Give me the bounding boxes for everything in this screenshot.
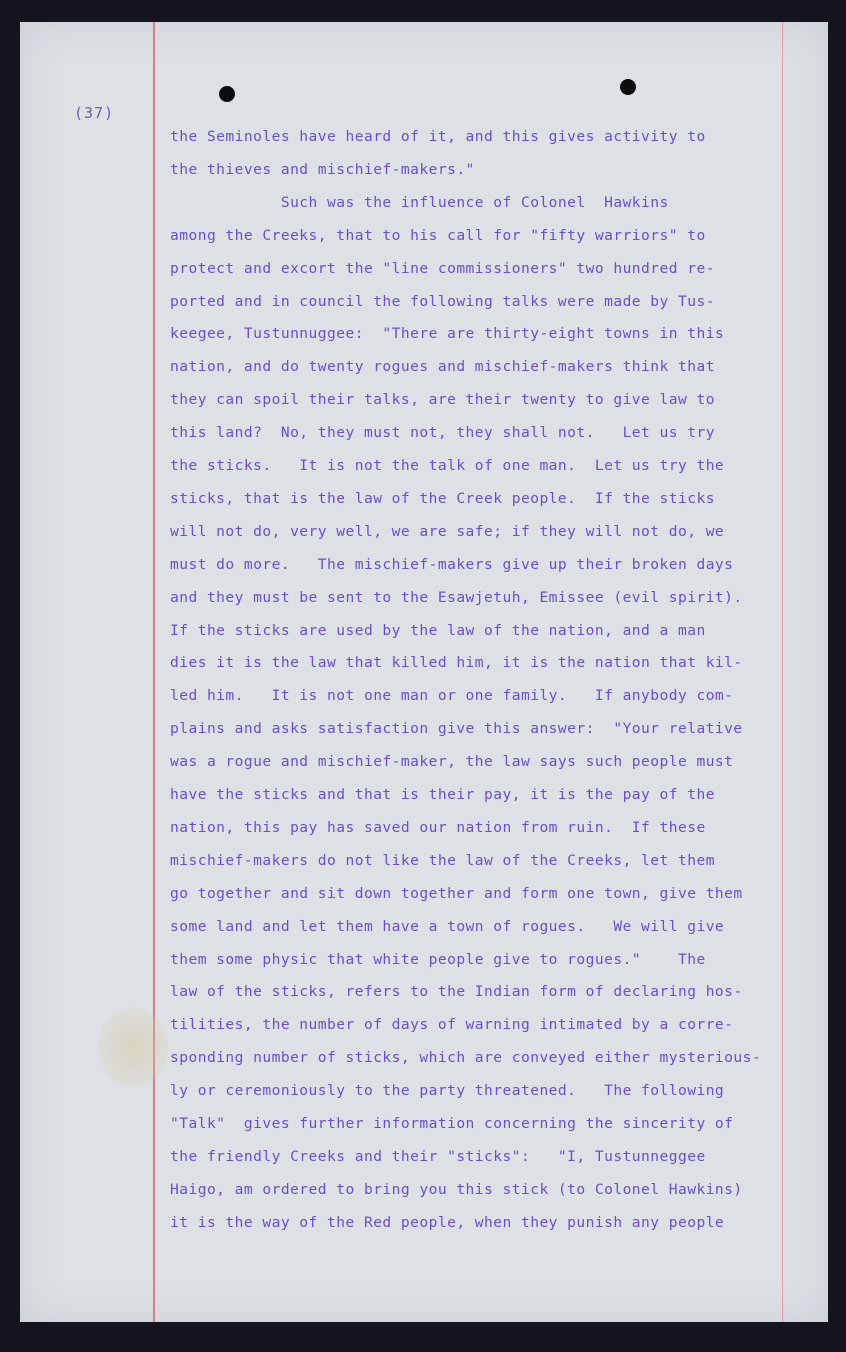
text-line: Such was the influence of Colonel Hawkins [170, 193, 669, 211]
text-line: keegee, Tustunnuggee: "There are thirty-eight towns in this [170, 325, 725, 343]
paper-sheet [20, 22, 828, 1322]
text-line: and they must be sent to the Esawjetuh, Emissee (evil spirit). [170, 588, 743, 606]
text-line: go together and sit down together and form one town, give them [170, 884, 743, 902]
text-line: the thieves and mischief-makers." [170, 160, 475, 178]
text-line: sticks, that is the law of the Creek people. If the sticks [170, 489, 715, 507]
text-line: among the Creeks, that to his call for "fifty warriors" to [170, 226, 706, 244]
text-line: ported and in council the following talks were made by Tus- [170, 292, 715, 310]
left-margin-rule [153, 22, 155, 1322]
text-line: tilities, the number of days of warning intimated by a corre- [170, 1016, 734, 1034]
text-line: dies it is the law that killed him, it is the nation that kil- [170, 654, 743, 672]
page-number: (37) [74, 104, 115, 122]
text-line: must do more. The mischief-makers give up their broken days [170, 555, 734, 573]
text-line: protect and excort the "line commissioners" two hundred re- [170, 259, 715, 277]
text-line: them some physic that white people give to rogues." The [170, 950, 706, 968]
text-line: some land and let them have a town of rogues. We will give [170, 917, 725, 935]
text-line: will not do, very well, we are safe; if they will not do, we [170, 522, 725, 540]
text-line: nation, this pay has saved our nation from ruin. If these [170, 818, 706, 836]
punch-hole-left [219, 86, 235, 102]
text-line: this land? No, they must not, they shall not. Let us try [170, 424, 715, 442]
text-line: was a rogue and mischief-maker, the law says such people must [170, 753, 734, 771]
text-line: the Seminoles have heard of it, and this gives activity to [170, 128, 706, 145]
punch-hole-right [620, 79, 636, 95]
text-line: the sticks. It is not the talk of one man. Let us try the [170, 457, 725, 474]
text-line: led him. It is not one man or one family. If anybody com- [170, 687, 734, 705]
paper-stain [98, 1007, 168, 1087]
text-line: If the sticks are used by the law of the nation, and a man [170, 621, 706, 639]
text-line: mischief-makers do not like the law of the Creeks, let them [170, 851, 715, 869]
text-line: it is the way of the Red people, when they punish any people [170, 1213, 725, 1231]
right-margin-rule [782, 22, 783, 1322]
text-line: they can spoil their talks, are their twenty to give law to [170, 391, 715, 409]
text-line: the friendly Creeks and their "sticks": "I, Tustunneggee [170, 1147, 706, 1165]
text-line: have the sticks and that is their pay, it is the pay of the [170, 786, 715, 803]
text-line: "Talk" gives further information concerning the sincerity of [170, 1115, 734, 1132]
text-line: ly or ceremoniously to the party threatened. The following [170, 1082, 725, 1100]
text-line: plains and asks satisfaction give this answer: "Your relative [170, 720, 743, 738]
text-line: nation, and do twenty rogues and mischief-makers think that [170, 358, 715, 376]
text-line: sponding number of sticks, which are conveyed either mysterious- [170, 1049, 762, 1067]
text-line: Haigo, am ordered to bring you this stick (to Colonel Hawkins) [170, 1180, 743, 1198]
text-line: law of the sticks, refers to the Indian form of declaring hos- [170, 983, 743, 1001]
